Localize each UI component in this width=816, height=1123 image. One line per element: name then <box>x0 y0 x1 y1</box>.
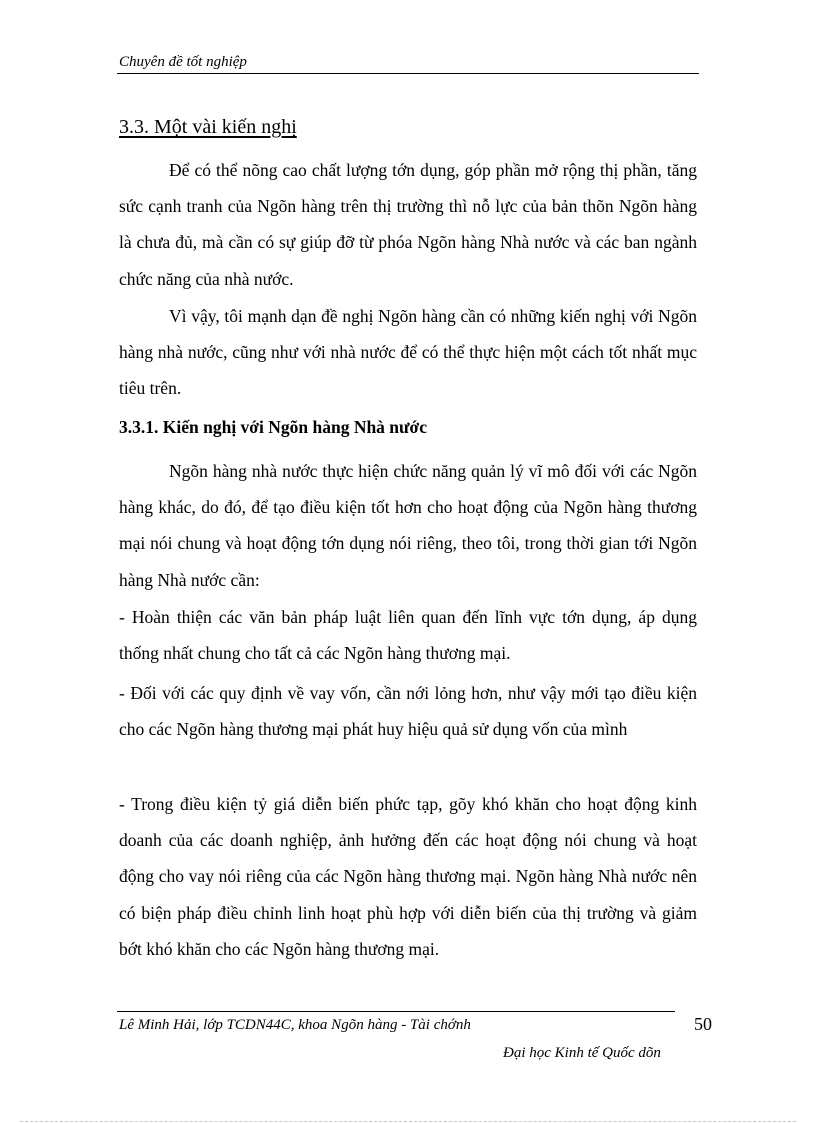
recommendation-item: - Trong điều kiện tỷ giá diễn biến phức tạp, gõy khó khăn cho hoạt động kinh doanh của các doanh nghiệp, ảnh hưởng đến các hoạt động nói chung và hoạt động cho vay nói riêng của các Ngõn hàng thương mại. Ngõn hàng Nhà nước nên có biện pháp điều chỉnh linh hoạt phù hợp với diễn biến của thị trường và giảm bớt khó khăn cho các Ngõn hàng thương mại. <box>119 794 697 959</box>
page-number: 50 <box>694 1014 712 1034</box>
running-header-title: Chuyên đề tốt nghiệp <box>119 54 247 70</box>
footer-author: Lê Minh Hải, lớp TCDN44C, khoa Ngõn hàng - Tài chớnh <box>119 1017 471 1033</box>
footer-divider <box>117 1011 675 1012</box>
subsection-intro-paragraph: Ngõn hàng nhà nước thực hiện chức năng quản lý vĩ mô đối với các Ngõn hàng khác, do đó, để tạo điều kiện tốt hơn cho hoạt động của Ngõn hàng thương mại nói chung và hoạt động tớn dụng nói riêng, theo tôi, trong thời gian tới Ngõn hàng Nhà nước cần: <box>119 461 697 590</box>
section-heading: 3.3. Một vài kiến nghị <box>119 116 297 138</box>
body-paragraph: Để có thể nõng cao chất lượng tớn dụng, góp phần mở rộng thị phần, tăng sức cạnh tranh của Ngõn hàng trên thị trường thì nỗ lực của bản thõn Ngõn hàng là chưa đủ, mà cần có sự giúp đỡ từ phóa Ngõn hàng Nhà nước và các ban ngành chức năng của nhà nước. <box>119 160 697 289</box>
subsection-heading: 3.3.1. Kiến nghị với Ngõn hàng Nhà nước <box>119 417 428 437</box>
recommendation-item: - Đối với các quy định về vay vốn, cần nới lỏng hơn, như vậy mới tạo điều kiện cho các Ngõn hàng thương mại phát huy hiệu quả sử dụng vốn của mình <box>119 683 697 740</box>
header-divider <box>117 73 699 74</box>
page-edge-divider <box>20 1121 796 1122</box>
footer-school: Đại học Kinh tế Quốc dõn <box>503 1045 661 1061</box>
recommendation-item: - Hoàn thiện các văn bản pháp luật liên quan đến lĩnh vực tớn dụng, áp dụng thống nhất chung cho tất cả các Ngõn hàng thương mại. <box>119 607 697 664</box>
body-paragraph: Vì vậy, tôi mạnh dạn đề nghị Ngõn hàng cần có những kiến nghị với Ngõn hàng nhà nước, cũng như với nhà nước để có thể thực hiện một cách tốt nhất mục tiêu trên. <box>119 306 697 399</box>
